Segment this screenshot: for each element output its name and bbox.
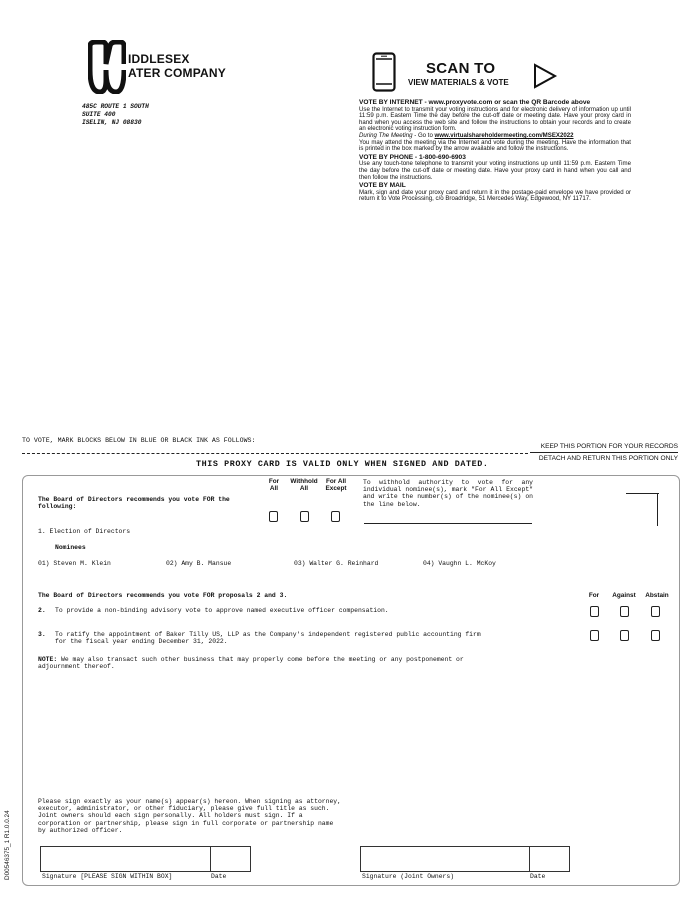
column-abstain: Abstain bbox=[645, 592, 669, 599]
meeting-line: During The Meeting - Go to www.virtualshareholdermeeting.com/MSEX2022 bbox=[359, 131, 574, 139]
signing-instructions: Please sign exactly as your name(s) appear(s) hereon. When signing as attorney, executor, administrator, or other fiduciary, please give full title as such. Joint owners should each sign personally. All holders must sign. If a corporation or partnership, please sign in full corporate or partnership name by authorized officer. bbox=[38, 798, 341, 834]
item-2-for-checkbox[interactable] bbox=[590, 606, 599, 617]
note-text: NOTE: We may also transact such other business that may properly come before the meeting or any postponement or adjournment thereof. bbox=[38, 656, 464, 671]
nominee-4: 04) Vaughn L. McKoy bbox=[423, 560, 496, 567]
signature-box[interactable] bbox=[40, 846, 211, 872]
item-1-election: 1. Election of Directors bbox=[38, 528, 131, 535]
company-name-line1: IDDLESEX bbox=[128, 52, 190, 66]
scan-subtitle: VIEW MATERIALS & VOTE bbox=[408, 78, 509, 87]
meeting-url-link[interactable]: www.virtualshareholdermeeting.com/MSEX2022 bbox=[434, 131, 574, 139]
withhold-instructions: To withhold authority to vote for any individual nominee(s), mark "For All Except" and write the number(s) of the nominee(s) on the line below. bbox=[363, 479, 533, 508]
column-withhold-all: Withhold All bbox=[290, 478, 318, 493]
nominees-label: Nominees bbox=[55, 544, 86, 551]
detach-portion-text: DETACH AND RETURN THIS PORTION ONLY bbox=[538, 455, 678, 462]
document-code: D00546375_1 R1.0.0.24 bbox=[4, 810, 11, 880]
board-recommendation-1: The Board of Directors recommends you vote FOR the following: bbox=[38, 496, 230, 511]
item-3-against-checkbox[interactable] bbox=[620, 630, 629, 641]
column-for: For bbox=[588, 592, 600, 599]
mail-text: Mark, sign and date your proxy card and return it in the postage-paid envelope we have provided or return it to Vote Processing, c/o Broadridge, 51 Mercedes Way, Edgewood, NY 11717. bbox=[359, 188, 631, 203]
board-recommendation-2: The Board of Directors recommends you vote FOR proposals 2 and 3. bbox=[38, 592, 288, 599]
mail-heading: VOTE BY MAIL bbox=[359, 182, 406, 190]
valid-notice: THIS PROXY CARD IS VALID ONLY WHEN SIGNED AND DATED. bbox=[196, 459, 489, 469]
column-for-all-except: For All Except bbox=[325, 478, 347, 493]
meeting-text: You may attend the meeting via the Internet and vote during the meeting. Have the information that is printed in the box marked by the arrow available and follow the instructions. bbox=[359, 138, 631, 153]
phone-text: Use any touch-tone telephone to transmit your voting instructions up until 11:59 p.m. Eastern Time the day before the cut-off date or meeting date. Have your proxy card in hand when you call and then follow the instructions. bbox=[359, 160, 631, 181]
company-name-line2: ATER COMPANY bbox=[128, 66, 226, 80]
item-2-abstain-checkbox[interactable] bbox=[651, 606, 660, 617]
company-address: 485C ROUTE 1 SOUTH SUITE 400 ISELIN, NJ 08830 bbox=[82, 103, 149, 126]
joint-signature-label: Signature (Joint Owners) bbox=[362, 873, 455, 880]
withhold-all-checkbox[interactable] bbox=[300, 511, 309, 522]
joint-signature-box[interactable] bbox=[360, 846, 530, 872]
item-2-against-checkbox[interactable] bbox=[620, 606, 629, 617]
control-box-corner bbox=[626, 493, 659, 494]
internet-text: Use the Internet to transmit your voting instructions and for electronic delivery of information up until 11:59 p.m. Eastern Time the day before the cut-off date or meeting date. Have your proxy card in hand when you access the web site and follow the instructions to obtain your records and to create an electronic voting instruction form. bbox=[359, 105, 631, 133]
marking-instruction: TO VOTE, MARK BLOCKS BELOW IN BLUE OR BLACK INK AS FOLLOWS: bbox=[22, 437, 256, 444]
scan-title: SCAN TO bbox=[426, 60, 496, 77]
for-all-except-checkbox[interactable] bbox=[331, 511, 340, 522]
column-against: Against bbox=[612, 592, 636, 599]
item-2-text: To provide a non-binding advisory vote to approve named executive officer compensation. bbox=[55, 607, 389, 614]
company-logo-icon bbox=[88, 40, 126, 94]
joint-date-box[interactable] bbox=[528, 846, 570, 872]
item-3-for-checkbox[interactable] bbox=[590, 630, 599, 641]
for-all-checkbox[interactable] bbox=[269, 511, 278, 522]
control-box-corner-v bbox=[657, 493, 658, 526]
nominee-1: 01) Steven M. Klein bbox=[38, 560, 111, 567]
detach-line bbox=[22, 453, 528, 454]
joint-date-label: Date bbox=[530, 873, 546, 880]
column-for-all: For All bbox=[268, 478, 280, 493]
nominee-3: 03) Walter G. Reinhard bbox=[294, 560, 379, 567]
internet-heading: VOTE BY INTERNET - www.proxyvote.com or scan the QR Barcode above bbox=[359, 99, 591, 106]
item-3-text: To ratify the appointment of Baker Tilly US, LLP as the Company's independent registered public accounting firm for the fiscal year ending December 31, 2022. bbox=[55, 631, 481, 646]
item-3-abstain-checkbox[interactable] bbox=[651, 630, 660, 641]
signature-label: Signature [PLEASE SIGN WITHIN BOX] bbox=[42, 873, 173, 880]
item-3-number: 3. bbox=[38, 631, 46, 638]
date-label: Date bbox=[211, 873, 227, 880]
detach-line-right bbox=[530, 452, 678, 453]
phone-icon bbox=[372, 52, 396, 92]
nominee-2: 02) Amy B. Mansue bbox=[166, 560, 232, 567]
except-nominee-line[interactable] bbox=[364, 523, 532, 524]
item-2-number: 2. bbox=[38, 607, 46, 614]
date-box[interactable] bbox=[209, 846, 251, 872]
phone-heading: VOTE BY PHONE - 1-800-690-6903 bbox=[359, 153, 466, 161]
arrow-right-icon bbox=[532, 62, 558, 90]
voting-instructions bbox=[359, 99, 631, 203]
keep-portion-text: KEEP THIS PORTION FOR YOUR RECORDS bbox=[540, 443, 678, 450]
